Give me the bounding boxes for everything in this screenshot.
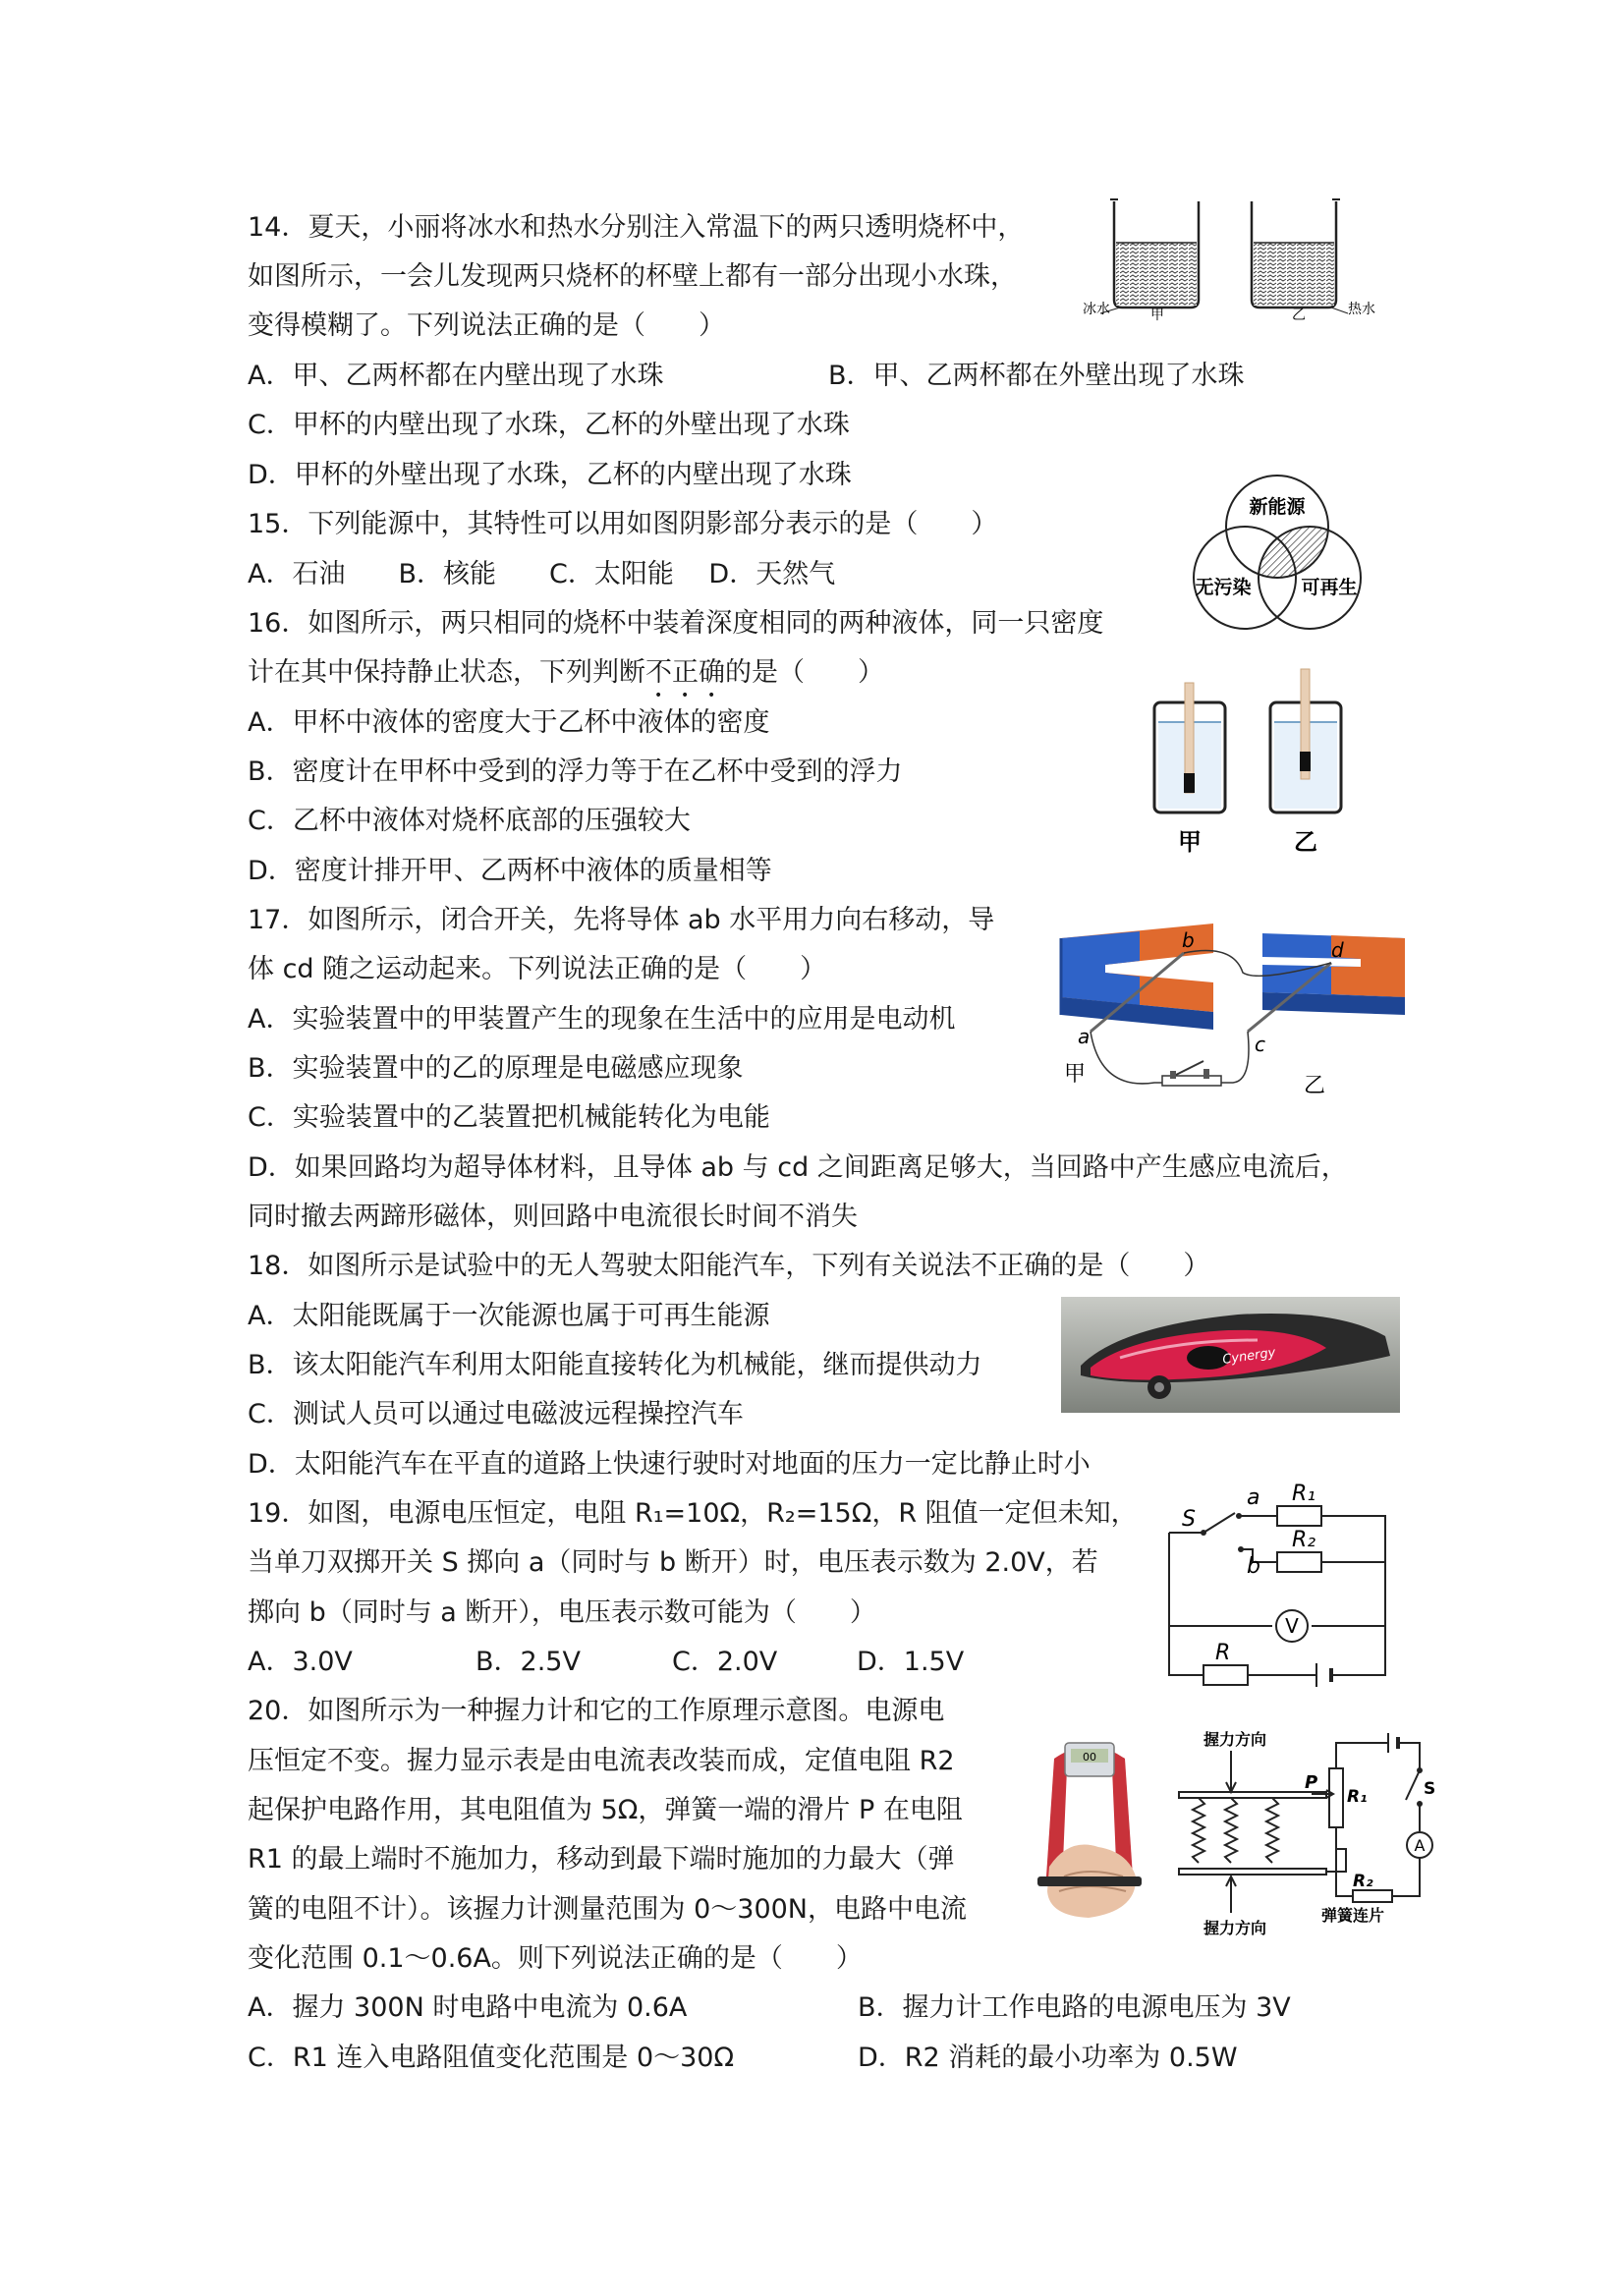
q17-option-b: B．实验装置中的乙的原理是电磁感应现象 <box>248 1053 744 1084</box>
label-d: d <box>1331 938 1344 962</box>
q15-stem: 15．下列能源中，其特性可以用如图阴影部分表示的是（ ） <box>248 509 998 539</box>
q17-stem-1: 17．如图所示，闭合开关，先将导体 ab 水平用力向右移动，导 <box>248 905 995 935</box>
q16-hydrometer-figure <box>1145 663 1361 860</box>
q18-option-d: D．太阳能汽车在平直的道路上快速行驶时对地面的压力一定比静止时小 <box>248 1449 1091 1480</box>
q14-stem-2: 如图所示，一会儿发现两只烧杯的杯壁上都有一部分出现小水珠， <box>248 261 1017 292</box>
label-b: b <box>1247 1554 1260 1579</box>
q19-stem-2: 当单刀双掷开关 S 掷向 a（同时与 b 断开）时，电压表示数为 2.0V，若 <box>248 1547 1098 1578</box>
q20-option-c: C．R1 连入电路阻值变化范围是 0～30Ω <box>248 2043 735 2073</box>
ammeter-icon: A <box>1414 1836 1426 1855</box>
q16-option-c: C．乙杯中液体对烧杯底部的压强较大 <box>248 806 691 836</box>
cup-yi <box>1270 669 1341 812</box>
q17-option-d-2: 同时撤去两蹄形磁体，则回路中电流很长时间不消失 <box>248 1202 858 1232</box>
q19-option-a: A．3.0V <box>248 1647 353 1677</box>
q19-stem-1: 19．如图，电源电压恒定，电阻 R₁=10Ω，R₂=15Ω，R 阻值一定但未知， <box>248 1498 1138 1529</box>
venn-label-no-pollution: 无污染 <box>1195 577 1252 598</box>
label-yi: 乙 <box>1304 1074 1326 1098</box>
q16-emphasis: 不正确 <box>645 657 725 688</box>
q17-option-a: A．实验装置中的甲装置产生的现象在生活中的应用是电动机 <box>248 1004 956 1035</box>
q17-stem-2: 体 cd 随之运动起来。下列说法正确的是（ ） <box>248 954 827 984</box>
q19-option-c: C．2.0V <box>672 1647 778 1677</box>
q19-stem-3: 掷向 b（同时与 a 断开），电压表示数可能为（ ） <box>248 1597 876 1628</box>
q14-option-c: C．甲杯的内壁出现了水珠，乙杯的外壁出现了水珠 <box>248 410 850 440</box>
label-r1: R₁ <box>1292 1482 1316 1506</box>
q19-option-b: B．2.5V <box>476 1647 581 1677</box>
q20-grip-meter-photo <box>1030 1729 1149 1924</box>
q17-option-d-1: D．如果回路均为超导体材料，且导体 ab 与 cd 之间距离足够大，当回路中产生感应电流后， <box>248 1152 1348 1183</box>
switch-icon <box>1162 1061 1221 1086</box>
venn-label-new-energy: 新能源 <box>1249 496 1306 518</box>
label-force-top: 握力方向 <box>1203 1730 1267 1749</box>
q16-option-a: A．甲杯中液体的密度大于乙杯中液体的密度 <box>248 707 770 738</box>
label-ice-water: 冰水 <box>1083 302 1110 317</box>
q20-stem-4: R1 的最上端时不施加力，移动到最下端时施加的力最大（弹 <box>248 1844 955 1875</box>
q18-option-c: C．测试人员可以通过电磁波远程操控汽车 <box>248 1399 744 1429</box>
label-r2: R₂ <box>1353 1872 1373 1891</box>
q20-stem-6: 变化范围 0.1～0.6A。则下列说法正确的是（ ） <box>248 1943 863 1974</box>
q16-option-b: B．密度计在甲杯中受到的浮力等于在乙杯中受到的浮力 <box>248 756 903 787</box>
label-b: b <box>1182 928 1195 952</box>
label-jia: 甲 <box>1064 1062 1087 1087</box>
q18-option-a: A．太阳能既属于一次能源也属于可再生能源 <box>248 1301 770 1331</box>
label-yi: 乙 <box>1292 308 1306 323</box>
q14-stem-1: 14．夏天，小丽将冰水和热水分别注入常温下的两只透明烧杯中， <box>248 212 1025 243</box>
cup-jia <box>1154 683 1225 812</box>
q19-circuit-figure <box>1164 1479 1395 1693</box>
q18-option-b: B．该太阳能汽车利用太阳能直接转化为机械能，继而提供动力 <box>248 1350 982 1380</box>
label-slider-p: P <box>1305 1772 1318 1793</box>
q17-option-c: C．实验装置中的乙装置把机械能转化为电能 <box>248 1102 770 1133</box>
q16-stem-2: 计在其中保持静止状态，下列判断不正确的是（ ） <box>248 657 884 688</box>
beaker-jia <box>1100 199 1199 313</box>
q15-options: A．石油 B．核能 C．太阳能 D．天然气 <box>248 559 836 589</box>
label-a: a <box>1247 1485 1260 1510</box>
q15-venn-figure <box>1184 472 1371 637</box>
q19-option-d: D．1.5V <box>857 1647 965 1677</box>
q20-option-b: B．握力计工作电路的电源电压为 3V <box>858 1992 1291 2023</box>
label-switch-s: S <box>1182 1507 1196 1532</box>
label-switch-s: S <box>1424 1779 1436 1799</box>
q18-solar-car-photo <box>1061 1297 1400 1413</box>
q17-magnets-figure <box>1046 914 1420 1100</box>
q20-stem-5: 簧的电阻不计）。该握力计测量范围为 0～300N，电路中电流 <box>248 1894 967 1925</box>
q20-option-a: A．握力 300N 时电路中电流为 0.6A <box>248 1992 688 2023</box>
q16-option-d: D．密度计排开甲、乙两杯中液体的质量相等 <box>248 856 772 886</box>
q14-option-b: B．甲、乙两杯都在外壁出现了水珠 <box>828 361 1245 391</box>
meter-display: 00 <box>1083 1751 1096 1764</box>
q20-stem-3: 起保护电路作用，其电阻值为 5Ω，弹簧一端的滑片 P 在电阻 <box>248 1795 963 1825</box>
q14-stem-3: 变得模糊了。下列说法正确的是（ ） <box>248 310 725 341</box>
label-spring-plate: 弹簧连片 <box>1321 1906 1385 1925</box>
label-a: a <box>1078 1025 1091 1048</box>
label-r1: R₁ <box>1347 1787 1368 1807</box>
label-yi: 乙 <box>1294 828 1317 856</box>
label-c: c <box>1255 1033 1265 1056</box>
label-force-bottom: 握力方向 <box>1203 1919 1267 1937</box>
label-hot-water: 热水 <box>1348 302 1375 317</box>
label-jia: 甲 <box>1178 828 1202 856</box>
label-r2: R₂ <box>1292 1528 1316 1552</box>
label-jia: 甲 <box>1150 308 1164 323</box>
q20-circuit-figure <box>1174 1721 1434 1937</box>
voltmeter-icon: V <box>1285 1614 1299 1638</box>
q16-stem-1: 16．如图所示，两只相同的烧杯中装着深度相同的两种液体，同一只密度 <box>248 608 1104 639</box>
q14-option-a: A．甲、乙两杯都在内壁出现了水珠 <box>248 361 664 391</box>
q14-option-d: D．甲杯的外壁出现了水珠，乙杯的内壁出现了水珠 <box>248 460 852 490</box>
q20-option-d: D．R2 消耗的最小功率为 0.5W <box>858 2043 1238 2073</box>
label-r: R <box>1215 1641 1231 1665</box>
q20-stem-1: 20．如图所示为一种握力计和它的工作原理示意图。电源电 <box>248 1696 945 1726</box>
q14-beakers-figure <box>1081 192 1390 329</box>
venn-label-renewable: 可再生 <box>1301 577 1358 598</box>
q18-stem: 18．如图所示是试验中的无人驾驶太阳能汽车，下列有关说法不正确的是（ ） <box>248 1251 1210 1281</box>
beaker-yi <box>1252 199 1348 313</box>
car-logo-text: Cynergy <box>1221 1345 1277 1368</box>
q20-stem-2: 压恒定不变。握力显示表是由电流表改装而成，定值电阻 R2 <box>248 1746 955 1776</box>
